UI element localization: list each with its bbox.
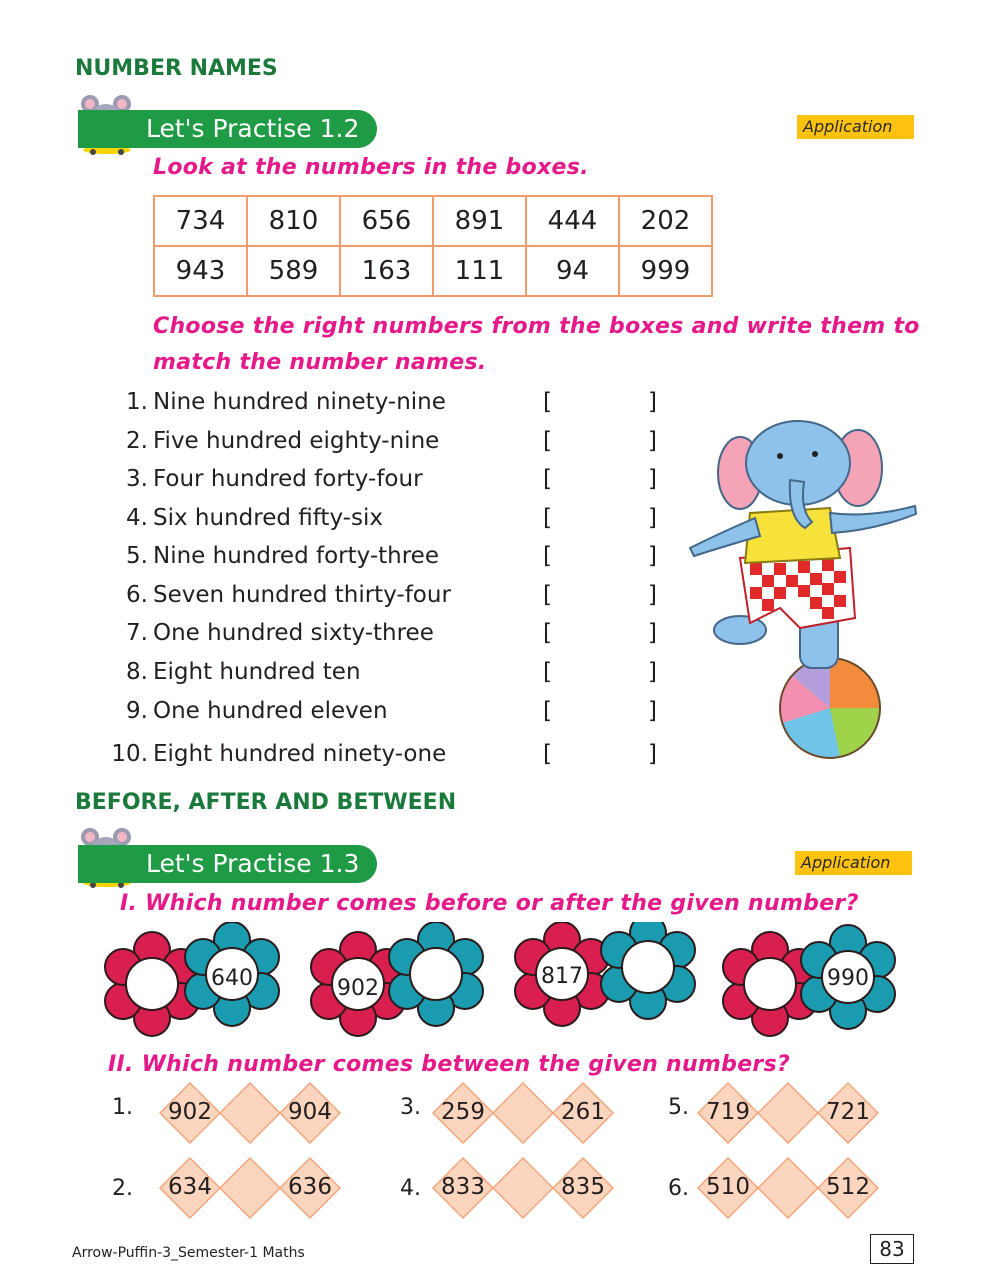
footer-book-title: Arrow-Puffin-3_Semester-1 Maths bbox=[72, 1245, 305, 1261]
between-item-number: 1. bbox=[112, 1095, 133, 1120]
answer-bracket-close: ] bbox=[648, 505, 657, 531]
answer-bracket-close: ] bbox=[648, 543, 657, 569]
item-text: Five hundred eighty-nine bbox=[153, 428, 440, 454]
number-name-item bbox=[100, 503, 657, 533]
number-name-item bbox=[100, 618, 657, 648]
answer-bracket-close: ] bbox=[648, 428, 657, 454]
application-tag: Application bbox=[797, 115, 914, 139]
number-box: 94 bbox=[526, 246, 619, 296]
number-name-item bbox=[100, 426, 657, 456]
flower-number: 817 bbox=[541, 964, 583, 989]
between-item-number: 4. bbox=[400, 1176, 421, 1201]
flower-number: 640 bbox=[211, 966, 253, 991]
flower-number: 902 bbox=[337, 976, 379, 1001]
item-text: Eight hundred ninety-one bbox=[153, 741, 447, 767]
answer-bracket-close: ] bbox=[648, 466, 657, 492]
item-text: One hundred sixty-three bbox=[153, 620, 434, 646]
between-item-number: 6. bbox=[668, 1176, 689, 1201]
item-text: Four hundred forty-four bbox=[153, 466, 423, 492]
between-right-number: 512 bbox=[826, 1174, 870, 1200]
number-box: 111 bbox=[433, 246, 526, 296]
answer-bracket-close: ] bbox=[648, 741, 657, 767]
number-box: 943 bbox=[154, 246, 247, 296]
elephant-on-ball-illustration bbox=[680, 418, 930, 763]
number-boxes-row bbox=[154, 246, 712, 296]
item-text: Seven hundred thirty-four bbox=[153, 582, 451, 608]
item-number: 6. bbox=[126, 582, 148, 608]
number-name-item bbox=[100, 696, 657, 726]
answer-bracket-open: [ bbox=[543, 389, 552, 415]
between-diamonds-illustration bbox=[100, 1075, 900, 1225]
number-box: 656 bbox=[340, 196, 433, 246]
between-right-number: 835 bbox=[561, 1174, 605, 1200]
answer-bracket-open: [ bbox=[543, 698, 552, 724]
item-text: Nine hundred ninety-nine bbox=[153, 389, 446, 415]
lets-practise-1-3-banner bbox=[78, 845, 377, 883]
section-heading-number-names: NUMBER NAMES bbox=[75, 56, 278, 81]
between-left-number: 510 bbox=[706, 1174, 750, 1200]
number-box: 734 bbox=[154, 196, 247, 246]
answer-bracket-close: ] bbox=[648, 620, 657, 646]
answer-bracket-open: [ bbox=[543, 428, 552, 454]
instruction-choose-line-2: match the number names. bbox=[153, 350, 487, 375]
number-name-item bbox=[100, 580, 657, 610]
number-name-item bbox=[100, 387, 657, 417]
application-tag: Application bbox=[795, 851, 912, 875]
item-number: 3. bbox=[126, 466, 148, 492]
item-number: 8. bbox=[126, 659, 148, 685]
between-item-number: 5. bbox=[668, 1095, 689, 1120]
practise-title: Let's Practise 1.3 bbox=[146, 849, 360, 878]
between-left-number: 833 bbox=[441, 1174, 485, 1200]
answer-bracket-close: ] bbox=[648, 389, 657, 415]
answer-bracket-open: [ bbox=[543, 466, 552, 492]
number-boxes-table bbox=[153, 195, 713, 297]
between-item-number: 3. bbox=[400, 1095, 421, 1120]
number-box: 891 bbox=[433, 196, 526, 246]
instruction-choose-line-1: Choose the right numbers from the boxes and write them to bbox=[153, 314, 920, 339]
instruction-look-at-numbers: Look at the numbers in the boxes. bbox=[153, 155, 589, 180]
item-number: 2. bbox=[126, 428, 148, 454]
answer-bracket-open: [ bbox=[543, 505, 552, 531]
between-left-number: 902 bbox=[168, 1099, 212, 1125]
number-box: 163 bbox=[340, 246, 433, 296]
between-item-number: 2. bbox=[112, 1176, 133, 1201]
item-number: 5. bbox=[126, 543, 148, 569]
answer-bracket-open: [ bbox=[543, 582, 552, 608]
between-left-number: 634 bbox=[168, 1174, 212, 1200]
item-number: 10. bbox=[111, 741, 148, 767]
number-box: 444 bbox=[526, 196, 619, 246]
question-before-after: I. Which number comes before or after the given number? bbox=[120, 891, 859, 916]
number-name-item bbox=[100, 739, 657, 769]
section-heading-before-after-between: BEFORE, AFTER AND BETWEEN bbox=[75, 790, 457, 815]
practise-title: Let's Practise 1.2 bbox=[146, 114, 360, 143]
item-number: 1. bbox=[126, 389, 148, 415]
item-text: Nine hundred forty-three bbox=[153, 543, 439, 569]
answer-bracket-open: [ bbox=[543, 741, 552, 767]
number-name-item bbox=[100, 464, 657, 494]
answer-bracket-close: ] bbox=[648, 698, 657, 724]
number-box: 810 bbox=[247, 196, 340, 246]
between-right-number: 636 bbox=[288, 1174, 332, 1200]
number-box: 999 bbox=[619, 246, 712, 296]
between-left-number: 259 bbox=[441, 1099, 485, 1125]
item-text: Six hundred fifty-six bbox=[153, 505, 383, 531]
page-number: 83 bbox=[870, 1234, 914, 1264]
between-right-number: 261 bbox=[561, 1099, 605, 1125]
number-boxes-row bbox=[154, 196, 712, 246]
between-right-number: 904 bbox=[288, 1099, 332, 1125]
item-number: 9. bbox=[126, 698, 148, 724]
answer-bracket-close: ] bbox=[648, 659, 657, 685]
between-right-number: 721 bbox=[826, 1099, 870, 1125]
answer-bracket-open: [ bbox=[543, 659, 552, 685]
item-number: 7. bbox=[126, 620, 148, 646]
item-number: 4. bbox=[126, 505, 148, 531]
number-name-item bbox=[100, 657, 657, 687]
question-between: II. Which number comes between the given numbers? bbox=[108, 1052, 791, 1077]
answer-bracket-open: [ bbox=[543, 620, 552, 646]
answer-bracket-close: ] bbox=[648, 582, 657, 608]
answer-bracket-open: [ bbox=[543, 543, 552, 569]
lets-practise-1-2-banner bbox=[78, 110, 377, 148]
number-name-item bbox=[100, 541, 657, 571]
item-text: One hundred eleven bbox=[153, 698, 388, 724]
number-box: 589 bbox=[247, 246, 340, 296]
number-box: 202 bbox=[619, 196, 712, 246]
flower-number: 990 bbox=[827, 966, 869, 991]
between-left-number: 719 bbox=[706, 1099, 750, 1125]
item-text: Eight hundred ten bbox=[153, 659, 361, 685]
